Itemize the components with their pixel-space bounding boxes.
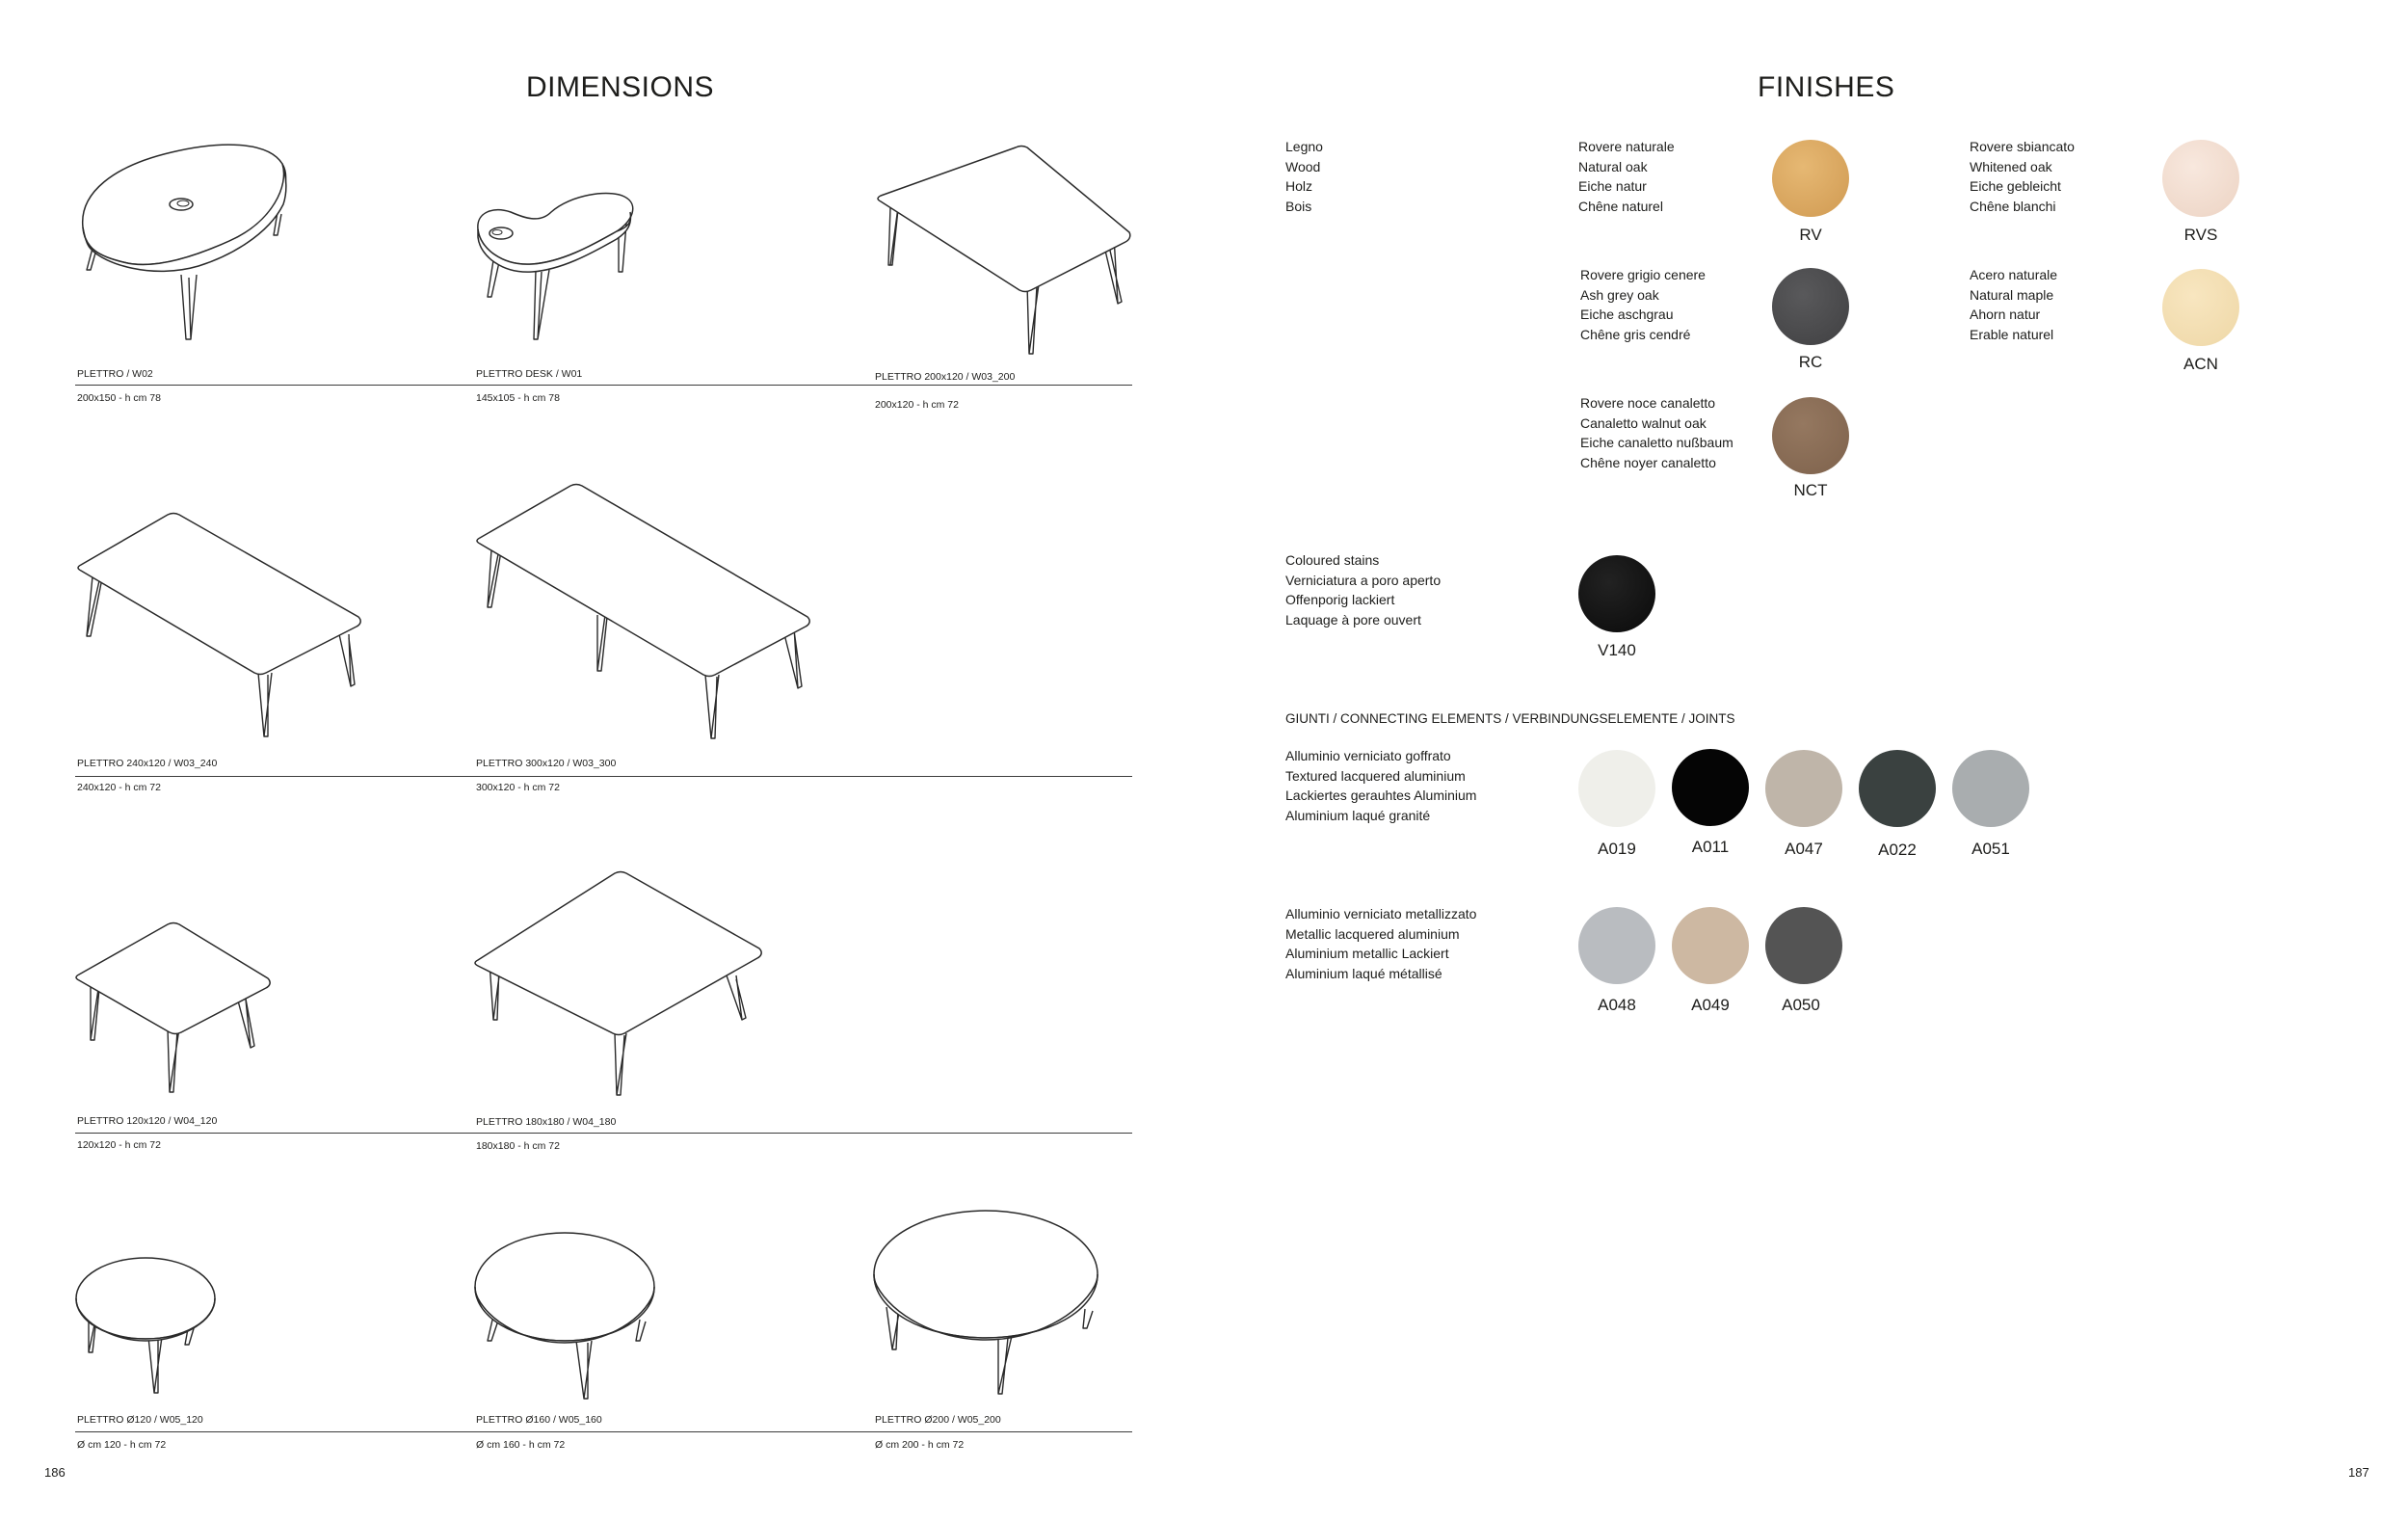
product-dims: 240x120 - h cm 72 xyxy=(77,782,161,793)
swatch-code: A019 xyxy=(1598,840,1636,858)
label-line: Alluminio verniciato metallizzato xyxy=(1285,906,1477,921)
swatch-a022[interactable] xyxy=(1859,750,1936,827)
swatch-a050[interactable] xyxy=(1765,907,1842,984)
row-divider xyxy=(75,1431,1132,1432)
name-line: Erable naturel xyxy=(1970,326,2054,342)
name-line: Eiche canaletto nußbaum xyxy=(1580,435,1733,450)
row-divider xyxy=(75,776,1132,777)
swatch-code: A051 xyxy=(1971,840,2010,858)
name-line: Eiche natur xyxy=(1578,178,1647,194)
row-divider xyxy=(75,385,1132,386)
swatch-code: ACN xyxy=(2183,355,2218,373)
swatch-code: A047 xyxy=(1785,840,1823,858)
name-line: Rovere naturale xyxy=(1578,139,1675,154)
swatch-a047[interactable] xyxy=(1765,750,1842,827)
swatch-rvs[interactable] xyxy=(2162,140,2239,217)
product-dims: 120x120 - h cm 72 xyxy=(77,1139,161,1151)
swatch-rv[interactable] xyxy=(1772,140,1849,217)
name-line: Chêne noyer canaletto xyxy=(1580,454,1716,470)
product-name: PLETTRO 240x120 / W03_240 xyxy=(77,758,218,769)
product-name: PLETTRO Ø200 / W05_200 xyxy=(875,1414,1001,1426)
product-dims: 200x150 - h cm 78 xyxy=(77,392,161,404)
name-line: Ash grey oak xyxy=(1580,286,1659,303)
name-line: Chêne gris cendré xyxy=(1580,326,1691,342)
table-drawing-pebble xyxy=(75,135,306,357)
finish-names-nct xyxy=(1580,393,1733,472)
swatch-nct[interactable] xyxy=(1772,397,1849,474)
name-line: Ahorn natur xyxy=(1970,307,2041,322)
finishes-title: FINISHES xyxy=(1758,71,1895,103)
swatch-code: NCT xyxy=(1793,481,1828,499)
table-drawing-round-160 xyxy=(474,1229,676,1412)
product-name: PLETTRO Ø120 / W05_120 xyxy=(77,1414,203,1426)
page-number-left: 186 xyxy=(44,1465,66,1480)
swatch-v140[interactable] xyxy=(1578,555,1655,632)
label-line: Bois xyxy=(1285,198,1312,214)
product-name: PLETTRO Ø160 / W05_160 xyxy=(476,1414,602,1426)
table-drawing-rect-240 xyxy=(75,509,374,740)
dimensions-title: DIMENSIONS xyxy=(526,71,715,103)
row-divider xyxy=(75,1133,1132,1134)
name-line: Natural maple xyxy=(1970,286,2054,303)
label-line: Legno xyxy=(1285,139,1323,154)
table-drawing-rect-200 xyxy=(873,140,1133,361)
label-line: Alluminio verniciato goffrato xyxy=(1285,748,1451,763)
product-dims: 200x120 - h cm 72 xyxy=(875,399,959,411)
swatch-rc[interactable] xyxy=(1772,268,1849,345)
page-number-right: 187 xyxy=(2348,1465,2369,1480)
product-name: PLETTRO 180x180 / W04_180 xyxy=(476,1116,617,1128)
swatch-acn[interactable] xyxy=(2162,269,2239,346)
name-line: Eiche aschgrau xyxy=(1580,307,1674,322)
label-line: Holz xyxy=(1285,178,1313,194)
swatch-a019[interactable] xyxy=(1578,750,1655,827)
name-line: Rovere noce canaletto xyxy=(1580,395,1716,411)
swatch-code: A049 xyxy=(1691,996,1730,1014)
swatch-a048[interactable] xyxy=(1578,907,1655,984)
name-line: Whitened oak xyxy=(1970,158,2052,174)
swatch-a011[interactable] xyxy=(1672,749,1749,826)
label-line: Textured lacquered aluminium xyxy=(1285,767,1466,784)
swatch-a051[interactable] xyxy=(1952,750,2029,827)
swatch-code: A011 xyxy=(1691,838,1730,856)
label-line: Metallic lacquered aluminium xyxy=(1285,925,1460,942)
swatch-code: A050 xyxy=(1782,996,1820,1014)
product-dims: 180x180 - h cm 72 xyxy=(476,1140,560,1152)
wood-label xyxy=(1285,137,1323,216)
product-name: PLETTRO 300x120 / W03_300 xyxy=(476,758,617,769)
product-dims: Ø cm 120 - h cm 72 xyxy=(77,1439,167,1451)
label-line: Lackiertes gerauhtes Aluminium xyxy=(1285,788,1477,803)
label-line: Aluminium metallic Lackiert xyxy=(1285,946,1449,961)
table-drawing-desk xyxy=(474,183,638,347)
swatch-a049[interactable] xyxy=(1672,907,1749,984)
label-line: Aluminium laqué métallisé xyxy=(1285,965,1442,981)
table-drawing-square-180 xyxy=(474,868,773,1099)
label-line: Offenporig lackiert xyxy=(1285,592,1395,607)
finish-names-rc xyxy=(1580,265,1706,344)
product-dims: Ø cm 200 - h cm 72 xyxy=(875,1439,965,1451)
label-line: Laquage à pore ouvert xyxy=(1285,611,1421,627)
finish-names-acn xyxy=(1970,265,2057,344)
product-dims: 145x105 - h cm 78 xyxy=(476,392,560,404)
name-line: Eiche gebleicht xyxy=(1970,178,2061,194)
finish-names-rvs xyxy=(1970,137,2075,216)
joints-title: GIUNTI / CONNECTING ELEMENTS / VERBINDUNGSELEMENTE / JOINTS xyxy=(1285,711,1735,726)
product-name: PLETTRO DESK / W01 xyxy=(476,368,583,380)
name-line: Rovere grigio cenere xyxy=(1580,267,1706,282)
textured-label xyxy=(1285,746,1476,825)
label-line: Coloured stains xyxy=(1285,552,1380,568)
name-line: Canaletto walnut oak xyxy=(1580,414,1707,431)
swatch-code: A022 xyxy=(1878,841,1917,859)
name-line: Chêne naturel xyxy=(1578,198,1663,214)
table-drawing-rect-300 xyxy=(474,482,821,752)
table-drawing-round-200 xyxy=(873,1205,1114,1407)
product-name: PLETTRO / W02 xyxy=(77,368,153,380)
label-line: Aluminium laqué granité xyxy=(1285,807,1431,823)
label-line: Verniciatura a poro aperto xyxy=(1285,572,1442,588)
product-name: PLETTRO 200x120 / W03_200 xyxy=(875,371,1016,383)
metallic-label xyxy=(1285,904,1476,983)
label-line: Wood xyxy=(1285,158,1321,174)
swatch-code: A048 xyxy=(1598,996,1636,1014)
swatch-code: RV xyxy=(1799,226,1822,244)
name-line: Rovere sbiancato xyxy=(1970,139,2075,154)
swatch-code: RVS xyxy=(2183,226,2218,244)
table-drawing-square-120 xyxy=(75,921,278,1104)
name-line: Chêne blanchi xyxy=(1970,198,2056,214)
name-line: Acero naturale xyxy=(1970,267,2058,282)
swatch-code: V140 xyxy=(1598,641,1636,659)
table-drawing-round-120 xyxy=(75,1248,239,1402)
product-name: PLETTRO 120x120 / W04_120 xyxy=(77,1115,218,1127)
stains-label xyxy=(1285,550,1441,629)
finish-names-rv xyxy=(1578,137,1675,216)
product-dims: 300x120 - h cm 72 xyxy=(476,782,560,793)
product-dims: Ø cm 160 - h cm 72 xyxy=(476,1439,566,1451)
name-line: Natural oak xyxy=(1578,158,1648,174)
swatch-code: RC xyxy=(1798,353,1823,371)
